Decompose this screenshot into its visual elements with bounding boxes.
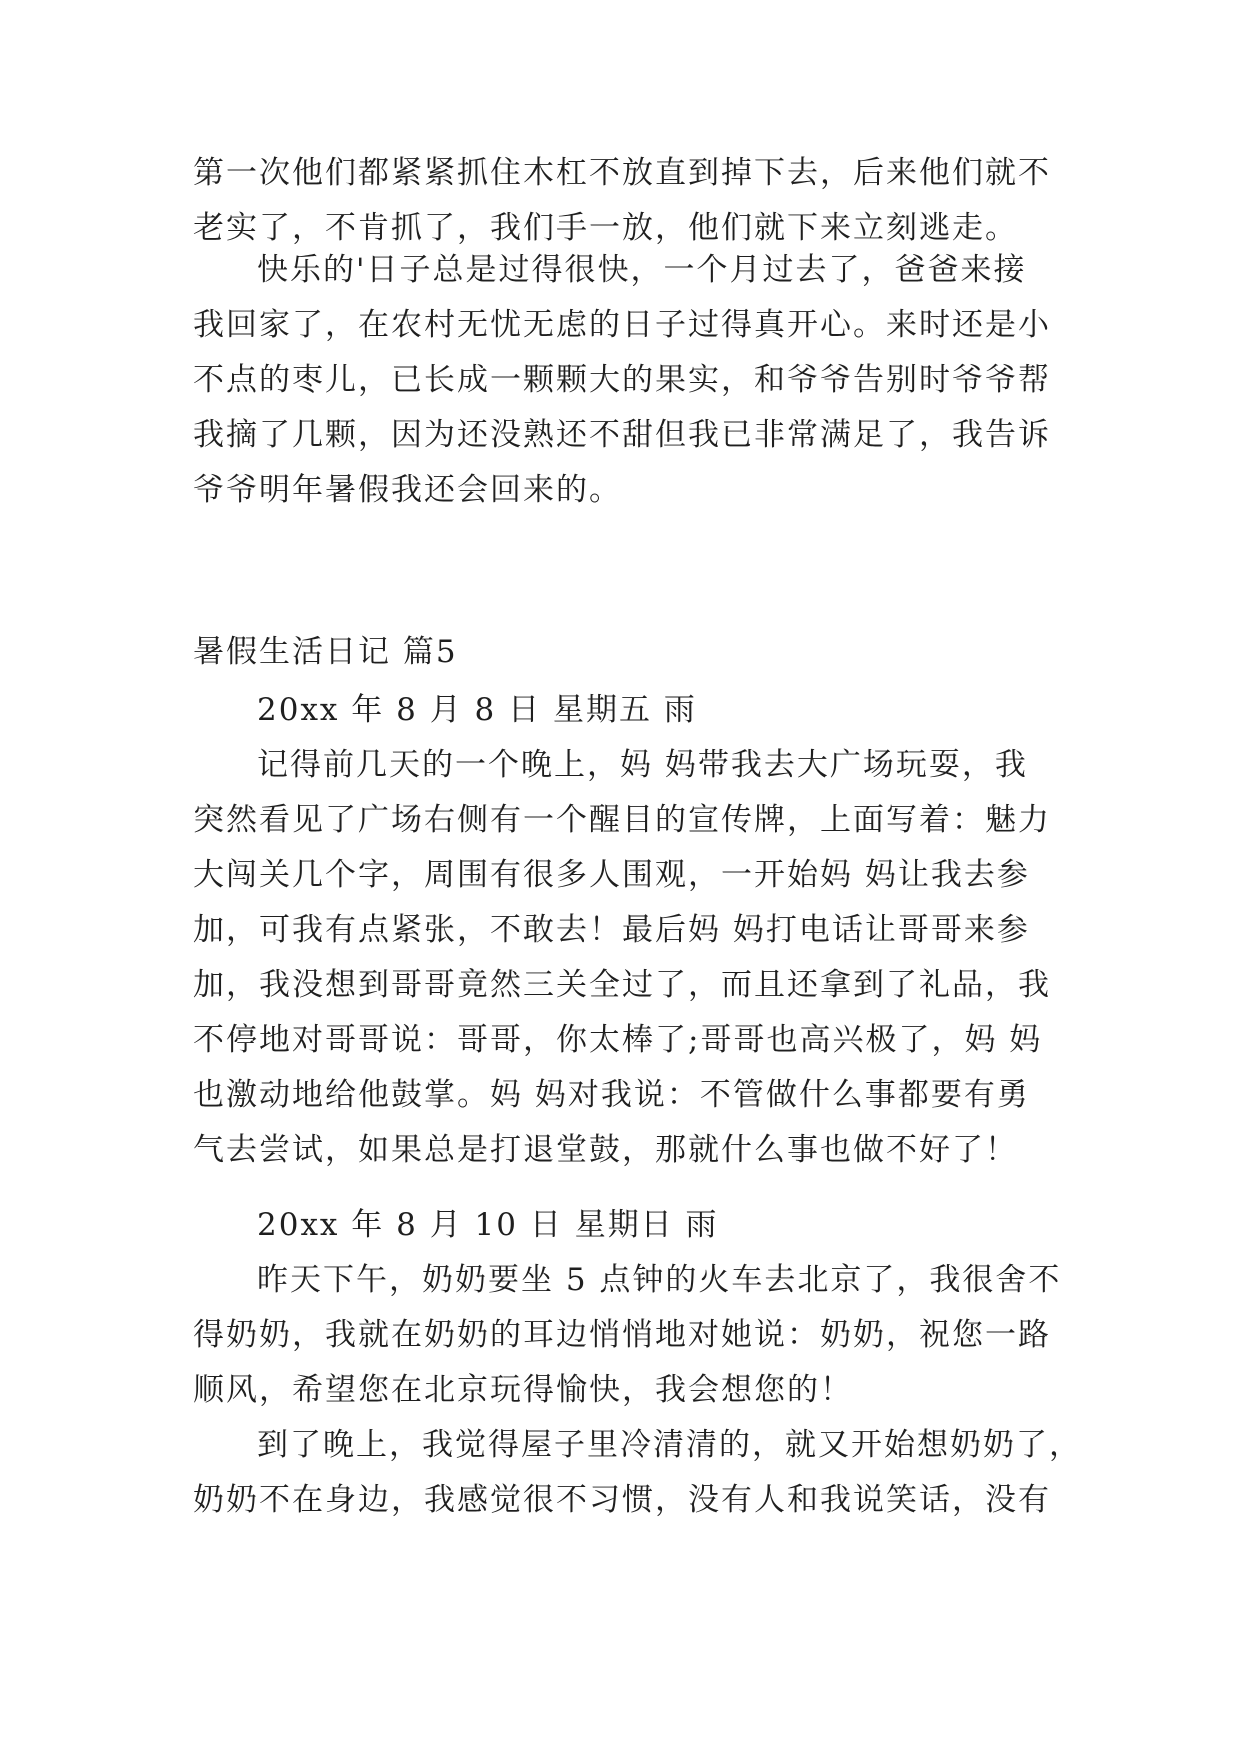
section-title-block bbox=[193, 625, 1053, 680]
text-line: 加，可我有点紧张，不敢去！最后妈 妈打电话让哥哥来参 bbox=[193, 912, 1030, 948]
entry-date: 20xx 年 8 月 10 日 星期日 雨 bbox=[257, 1207, 719, 1243]
text-line: 老实了，不肯抓了，我们手一放，他们就下来立刻逃走。 bbox=[193, 210, 1018, 246]
text-line: 记得前几天的一个晚上，妈 妈带我去大广场玩耍，我 bbox=[257, 747, 1028, 783]
diary-entry-1 bbox=[193, 683, 1053, 1178]
text-line: 我回家了，在农村无忧无虑的日子过得真开心。来时还是小 bbox=[193, 307, 1051, 343]
text-line: 第一次他们都紧紧抓住木杠不放直到掉下去，后来他们就不 bbox=[193, 155, 1051, 191]
text-line: 大闯关几个字，周围有很多人围观，一开始妈 妈让我去参 bbox=[193, 857, 1030, 893]
text-line: 我摘了几颗，因为还没熟还不甜但我已非常满足了，我告诉 bbox=[193, 417, 1051, 453]
text-line: 快乐的'日子总是过得很快，一个月过去了，爸爸来接 bbox=[257, 252, 1027, 288]
text-line: 加，我没想到哥哥竟然三关全过了，而且还拿到了礼品，我 bbox=[193, 967, 1051, 1003]
text-line: 到了晚上，我觉得屋子里冷清清的，就又开始想奶奶了， bbox=[257, 1427, 1082, 1463]
paragraph-happy-days bbox=[193, 243, 1053, 518]
paragraph-continued bbox=[193, 146, 1053, 256]
entry-date: 20xx 年 8 月 8 日 星期五 雨 bbox=[257, 692, 697, 728]
diary-entry-2 bbox=[193, 1198, 1082, 1528]
text-line: 奶奶不在身边，我感觉很不习惯，没有人和我说笑话，没有 bbox=[193, 1482, 1051, 1518]
text-line: 气去尝试，如果总是打退堂鼓，那就什么事也做不好了！ bbox=[193, 1132, 1018, 1168]
text-line: 不停地对哥哥说：哥哥，你太棒了;哥哥也高兴极了，妈 妈 bbox=[193, 1022, 1043, 1058]
text-line: 爷爷明年暑假我还会回来的。 bbox=[193, 472, 622, 508]
text-line: 顺风，希望您在北京玩得愉快，我会想您的！ bbox=[193, 1372, 853, 1408]
text-line: 不点的枣儿，已长成一颗颗大的果实，和爷爷告别时爷爷帮 bbox=[193, 362, 1051, 398]
text-line: 昨天下午，奶奶要坐 5 点钟的火车去北京了，我很舍不 bbox=[257, 1262, 1062, 1298]
text-line: 也激动地给他鼓掌。妈 妈对我说：不管做什么事都要有勇 bbox=[193, 1077, 1030, 1113]
text-line: 突然看见了广场右侧有一个醒目的宣传牌，上面写着：魅力 bbox=[193, 802, 1051, 838]
text-line: 得奶奶，我就在奶奶的耳边悄悄地对她说：奶奶，祝您一路 bbox=[193, 1317, 1051, 1353]
section-title: 暑假生活日记 篇5 bbox=[193, 634, 458, 670]
